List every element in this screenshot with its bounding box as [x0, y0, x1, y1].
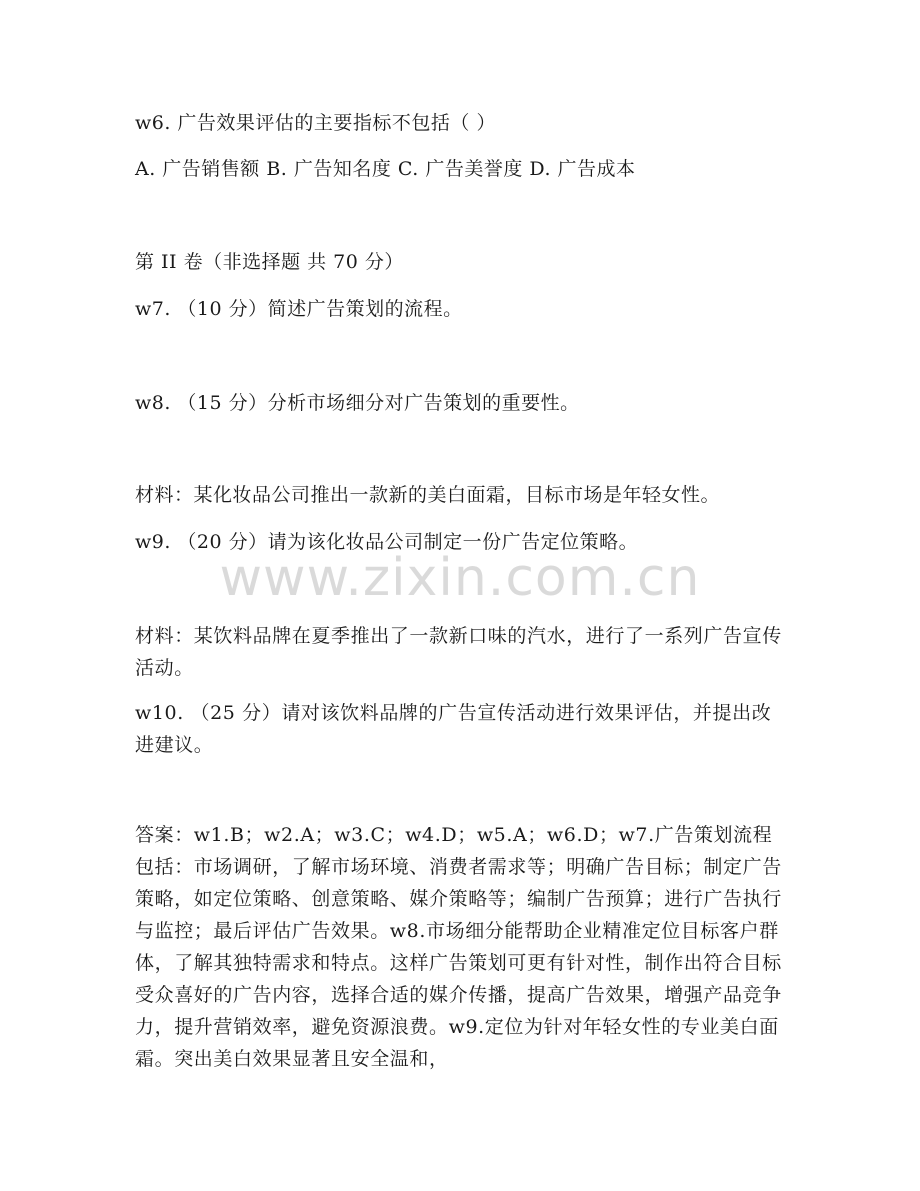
question-6-options: A. 广告销售额 B. 广告知名度 C. 广告美誉度 D. 广告成本: [135, 158, 636, 180]
answer-text: 答案：w1.B；w2.A；w3.C；w4.D；w5.A；w6.D；w7.广告策划流程包括：市场调研，了解市场环境、消费者需求等；明确广告目标；制定广告策略，如定位策略、创意策略、媒介策略等；编制广告预算；进行广告执行与监控；最后评估广告效果。w8.市场细分能帮助企业精准定位目标客户群体，了解其独特需求和特点。这样广告策划可更有针对性，制作出符合目标受众喜好的广告内容，选择合适的媒介传播，提高广告效果，增强产品竞争力，提升营销效率，避免资源浪费。w9.定位为针对年轻女性的专业美白面霜。突出美白效果显著且安全温和，: [135, 824, 782, 1070]
question-10: w10. （25 分）请对该饮料品牌的广告宣传活动进行效果评估，并提出改进建议。: [135, 702, 772, 756]
material-1: 材料：某化妆品公司推出一款新的美白面霜，目标市场是年轻女性。: [135, 484, 721, 506]
question-6: w6. 广告效果评估的主要指标不包括（ ）: [135, 112, 496, 134]
question-8: w8. （15 分）分析市场细分对广告策划的重要性。: [135, 392, 580, 414]
watermark: www.zixin.com.cn: [219, 548, 701, 608]
material-2: 材料：某饮料品牌在夏季推出了一款新口味的汽水，进行了一系列广告宣传活动。: [135, 625, 782, 679]
section-2-title: 第 II 卷（非选择题 共 70 分）: [135, 251, 404, 273]
question-9: w9. （20 分）请为该化妆品公司制定一份广告定位策略。: [135, 531, 639, 553]
question-7: w7. （10 分）简述广告策划的流程。: [135, 298, 463, 320]
